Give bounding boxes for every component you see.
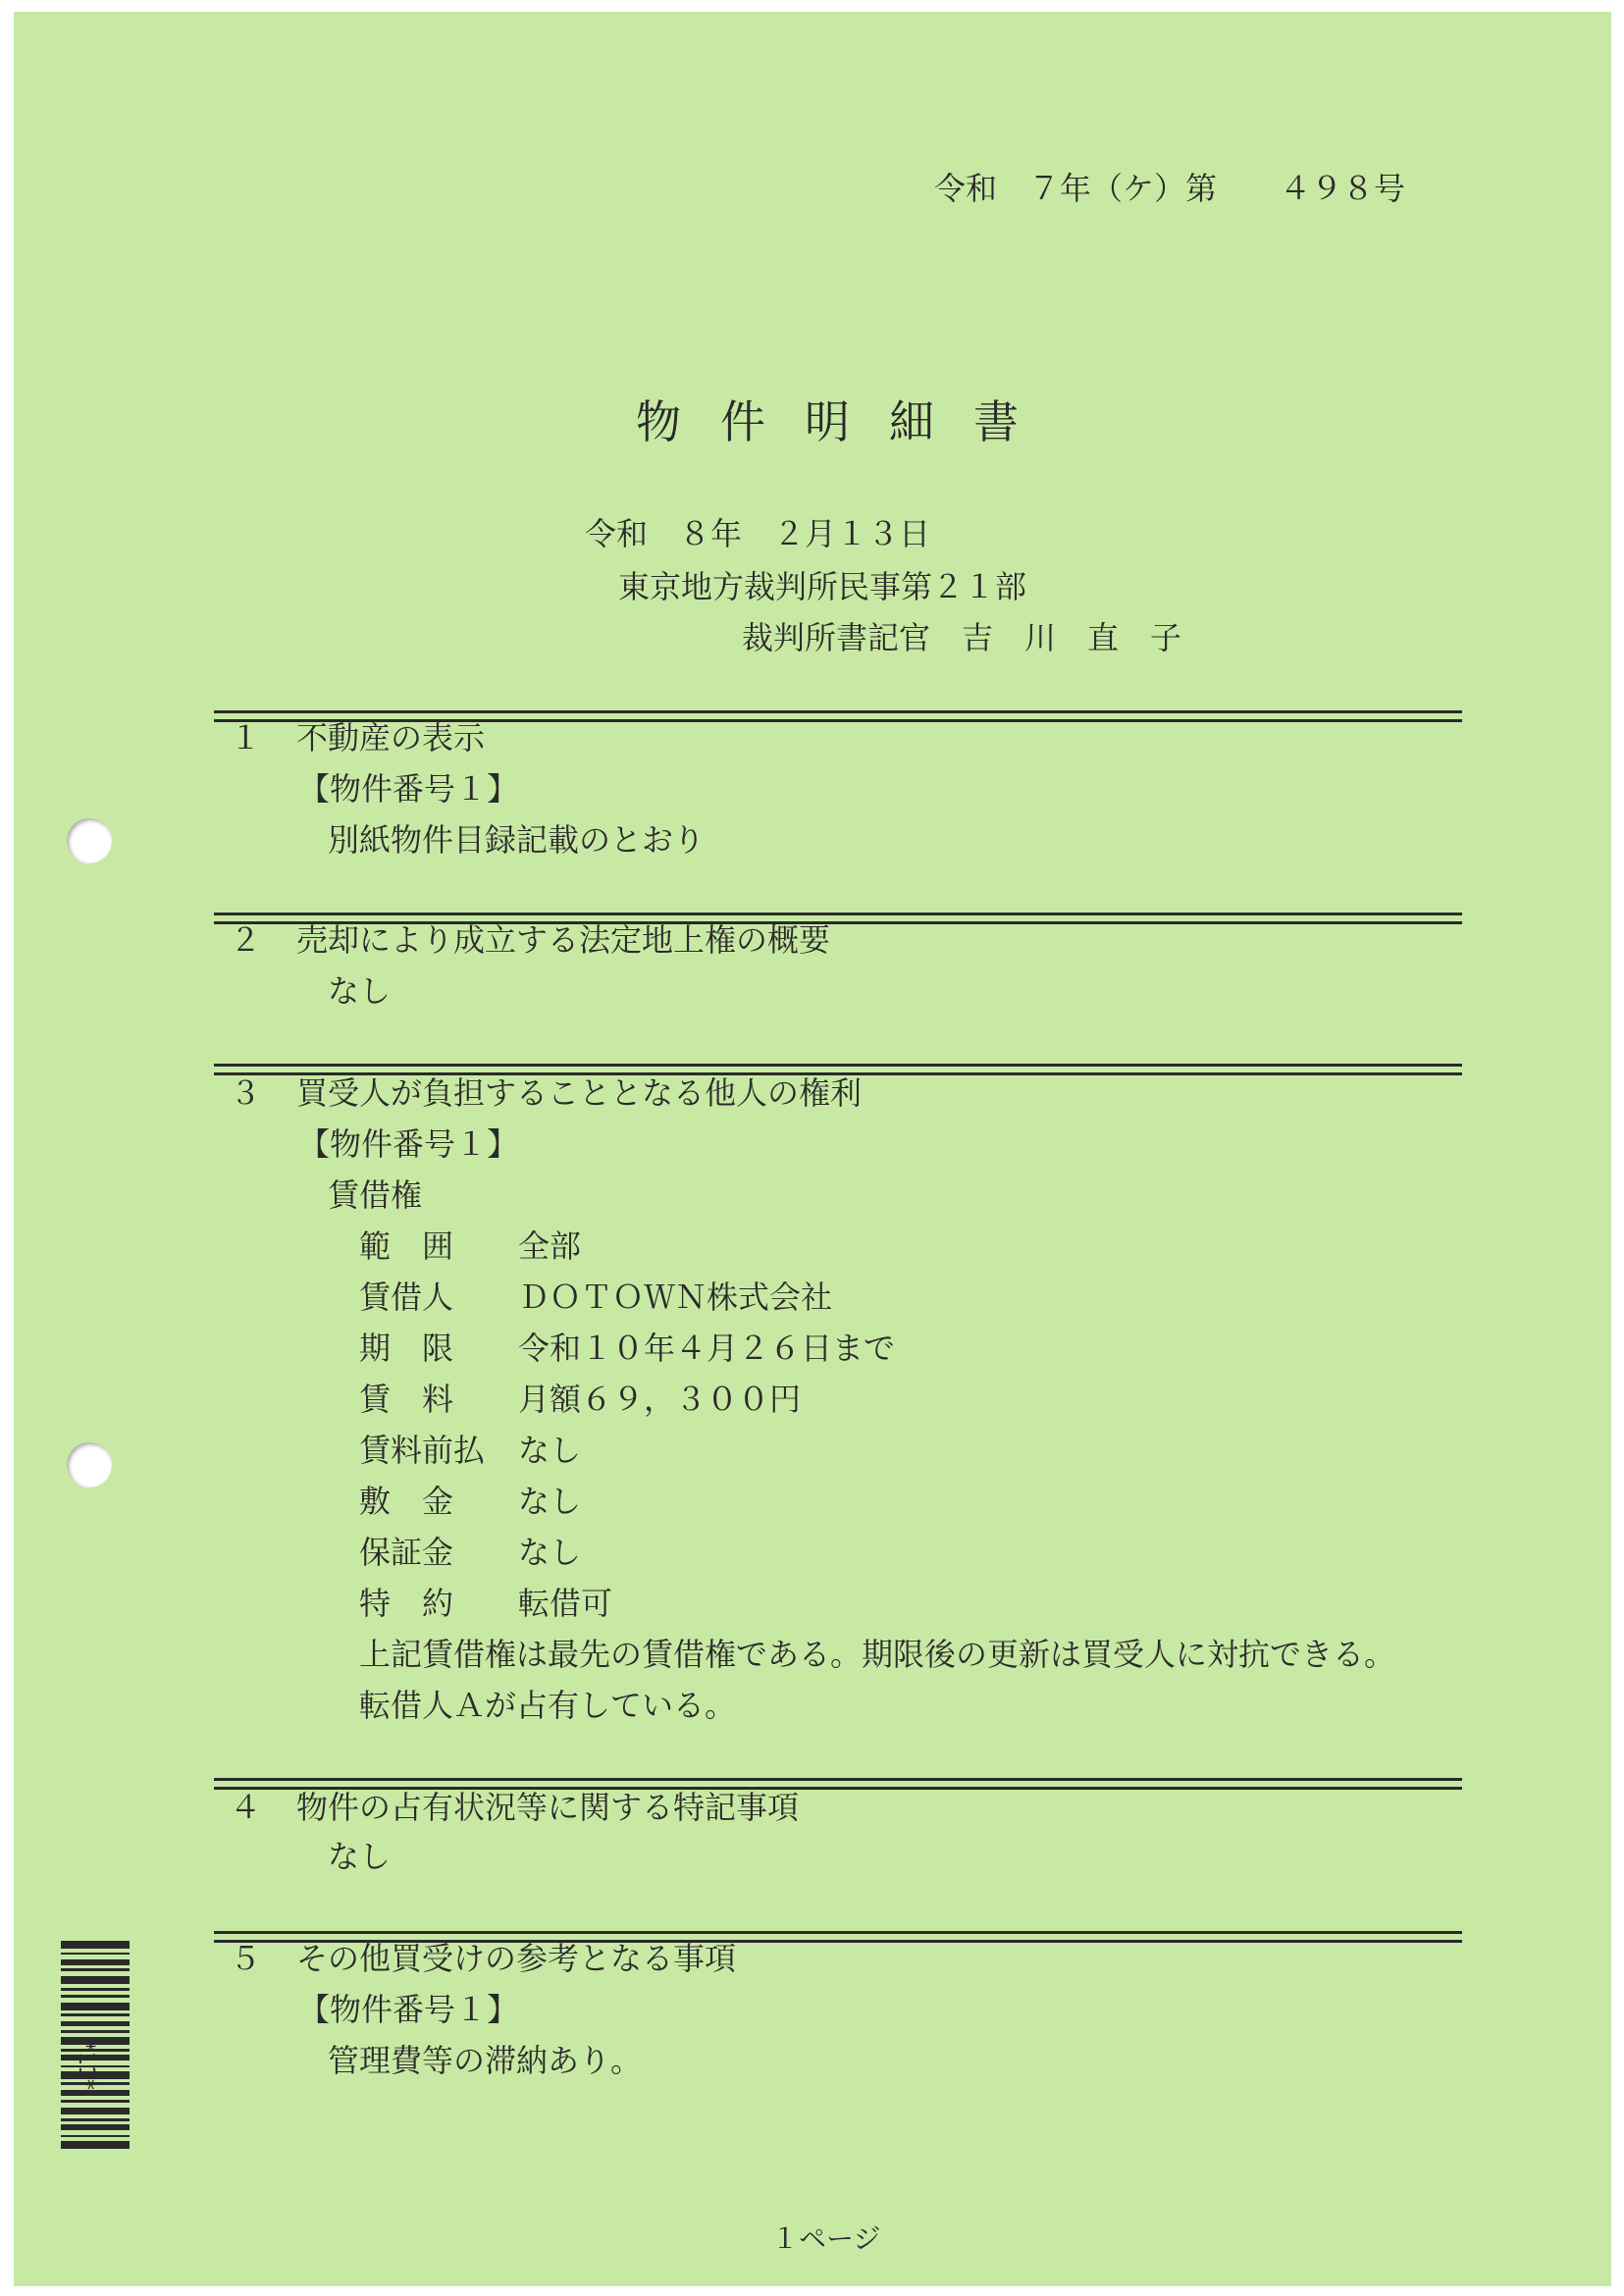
detail-label: 保証金 — [359, 1534, 454, 1571]
property-ref: 【物件番号１】 — [298, 1125, 519, 1163]
section-heading: 売却により成立する法定地上権の概要 — [296, 921, 831, 959]
section-note: 転借人Ａが占有している。 — [359, 1687, 737, 1724]
section-number: ３ — [230, 1074, 262, 1112]
clerk-name: 裁判所書記官 吉 川 直 子 — [742, 619, 1182, 656]
detail-label: 範 囲 — [359, 1227, 454, 1265]
right-type: 賃借権 — [328, 1176, 423, 1214]
section-heading: 不動産の表示 — [296, 719, 486, 757]
section-heading: 物件の占有状況等に関する特記事項 — [296, 1789, 800, 1826]
section-heading: その他買受けの参考となる事項 — [296, 1940, 737, 1977]
property-ref: 【物件番号１】 — [298, 770, 519, 808]
section-body: なし — [328, 972, 392, 1010]
detail-value: なし — [518, 1534, 582, 1571]
detail-label: 敷 金 — [359, 1483, 454, 1520]
detail-value: なし — [518, 1483, 582, 1520]
detail-label: 賃 料 — [359, 1381, 454, 1418]
section-note: 上記賃借権は最先の賃借権である。期限後の更新は買受人に対抗できる。 — [359, 1636, 1396, 1673]
section-number: ４ — [230, 1789, 262, 1826]
property-ref: 【物件番号１】 — [298, 1991, 519, 2028]
section-number: ５ — [230, 1940, 262, 1977]
detail-label: 賃料前払 — [359, 1432, 486, 1469]
detail-label: 特 約 — [359, 1585, 454, 1622]
document-date: 令和 ８年 ２月１３日 — [585, 515, 931, 552]
detail-label: 期 限 — [359, 1330, 454, 1367]
detail-value: なし — [518, 1432, 582, 1469]
detail-value: ＤＯＴＯＷＮ株式会社 — [518, 1278, 833, 1316]
detail-label: 賃借人 — [359, 1278, 454, 1316]
section-body: 別紙物件目録記載のとおり — [328, 821, 706, 859]
detail-value: 全部 — [518, 1227, 582, 1265]
punch-hole-lower — [67, 1442, 112, 1487]
court-name: 東京地方裁判所民事第２１部 — [618, 568, 1027, 605]
barcode-label: *11* — [74, 2041, 98, 2090]
document-title: 物件明細書 — [636, 395, 1058, 448]
page-number: １ページ — [771, 2222, 881, 2255]
section-number: １ — [230, 719, 262, 757]
detail-value: 転借可 — [518, 1585, 613, 1622]
section-body: なし — [328, 1838, 392, 1875]
punch-hole-upper — [67, 818, 112, 863]
detail-value: 月額６９，３００円 — [518, 1381, 802, 1418]
case-number: 令和 ７年（ケ）第 ４９８号 — [934, 170, 1406, 207]
section-heading: 買受人が負担することとなる他人の権利 — [296, 1074, 863, 1112]
detail-value: 令和１０年４月２６日まで — [518, 1330, 896, 1367]
section-number: ２ — [230, 921, 262, 959]
section-body: 管理費等の滞納あり。 — [328, 2042, 643, 2079]
